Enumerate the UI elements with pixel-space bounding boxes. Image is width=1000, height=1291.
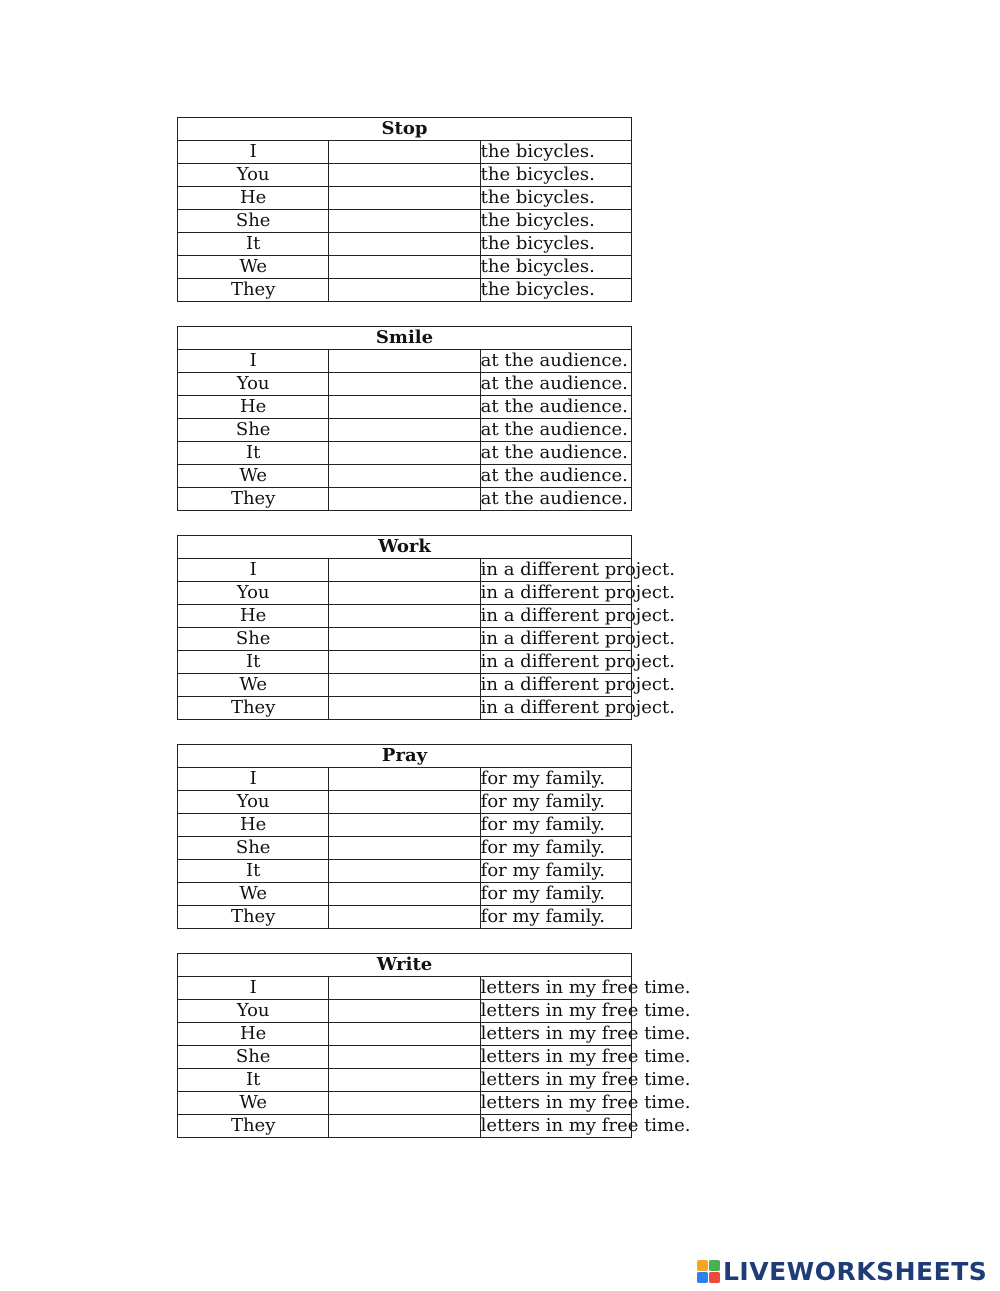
complement-cell: at the audience. xyxy=(480,465,631,488)
verb-title: Pray xyxy=(178,745,632,768)
answer-cell xyxy=(329,233,480,256)
pronoun-cell: It xyxy=(178,442,329,465)
answer-input[interactable] xyxy=(329,187,479,209)
pronoun-cell: I xyxy=(178,350,329,373)
answer-input[interactable] xyxy=(329,559,479,581)
answer-input[interactable] xyxy=(329,1069,479,1091)
pronoun-cell: You xyxy=(178,164,329,187)
complement-cell: in a different project. xyxy=(480,559,675,580)
answer-cell xyxy=(329,559,480,582)
complement-cell: for my family. xyxy=(480,837,631,860)
table-row xyxy=(178,906,632,929)
verb-title: Work xyxy=(178,536,632,559)
table-row xyxy=(178,977,632,1000)
complement-cell: letters in my free time. xyxy=(480,1115,691,1136)
table-row xyxy=(178,164,632,187)
answer-input[interactable] xyxy=(329,1000,479,1022)
table-row xyxy=(178,141,632,164)
worksheet xyxy=(177,117,691,1162)
complement-cell: letters in my free time. xyxy=(480,1023,691,1044)
table-row xyxy=(178,1069,632,1092)
answer-cell xyxy=(329,674,480,697)
complement-cell: for my family. xyxy=(480,883,631,906)
answer-input[interactable] xyxy=(329,488,479,510)
answer-input[interactable] xyxy=(329,651,479,673)
pronoun-cell: He xyxy=(178,1023,329,1046)
answer-cell xyxy=(329,187,480,210)
complement-cell: at the audience. xyxy=(480,419,631,442)
answer-input[interactable] xyxy=(329,837,479,859)
complement-cell: in a different project. xyxy=(480,628,675,649)
verb-title-row xyxy=(178,118,632,141)
complement-cell: at the audience. xyxy=(480,373,631,396)
answer-input[interactable] xyxy=(329,883,479,905)
table-row xyxy=(178,1000,632,1023)
answer-input[interactable] xyxy=(329,697,479,719)
logo-text: LIVEWORKSHEETS xyxy=(723,1256,988,1286)
table-row xyxy=(178,442,632,465)
complement-cell: in a different project. xyxy=(480,605,675,626)
answer-cell xyxy=(329,697,480,720)
complement-cell: at the audience. xyxy=(480,442,631,465)
pronoun-cell: They xyxy=(178,906,329,929)
verb-title-row xyxy=(178,745,632,768)
verb-title-row xyxy=(178,954,632,977)
answer-cell xyxy=(329,419,480,442)
table-row xyxy=(178,233,632,256)
answer-cell xyxy=(329,442,480,465)
complement-cell: in a different project. xyxy=(480,651,675,672)
pronoun-cell: I xyxy=(178,768,329,791)
table-row xyxy=(178,373,632,396)
table-row xyxy=(178,697,632,720)
answer-input[interactable] xyxy=(329,164,479,186)
pronoun-cell: They xyxy=(178,279,329,302)
complement-cell: at the audience. xyxy=(480,488,631,511)
complement-cell: the bicycles. xyxy=(480,256,631,279)
complement-cell: letters in my free time. xyxy=(480,1000,691,1021)
complement-cell: the bicycles. xyxy=(480,164,631,187)
verb-title-row xyxy=(178,536,632,559)
complement-cell: the bicycles. xyxy=(480,210,631,233)
verb-table-write xyxy=(177,953,691,1138)
table-row xyxy=(178,559,632,582)
table-row xyxy=(178,1092,632,1115)
answer-cell xyxy=(329,396,480,419)
table-row xyxy=(178,837,632,860)
answer-input[interactable] xyxy=(329,465,479,487)
answer-cell xyxy=(329,465,480,488)
table-row xyxy=(178,651,632,674)
complement-cell: in a different project. xyxy=(480,582,675,603)
answer-input[interactable] xyxy=(329,256,479,278)
answer-input[interactable] xyxy=(329,210,479,232)
pronoun-cell: He xyxy=(178,396,329,419)
answer-cell xyxy=(329,210,480,233)
verb-title: Smile xyxy=(178,327,632,350)
answer-cell xyxy=(329,628,480,651)
answer-input[interactable] xyxy=(329,1046,479,1068)
logo-block xyxy=(697,1272,708,1283)
answer-cell xyxy=(329,906,480,929)
table-row xyxy=(178,465,632,488)
answer-cell xyxy=(329,373,480,396)
answer-cell xyxy=(329,883,480,906)
answer-input[interactable] xyxy=(329,1115,479,1137)
answer-cell xyxy=(329,768,480,791)
table-row xyxy=(178,628,632,651)
answer-input[interactable] xyxy=(329,419,479,441)
verb-table-smile xyxy=(177,326,632,511)
answer-cell xyxy=(329,1069,480,1092)
complement-cell: for my family. xyxy=(480,860,631,883)
pronoun-cell: We xyxy=(178,465,329,488)
table-row xyxy=(178,488,632,511)
answer-input[interactable] xyxy=(329,373,479,395)
answer-cell xyxy=(329,605,480,628)
answer-input[interactable] xyxy=(329,860,479,882)
table-row xyxy=(178,350,632,373)
answer-cell xyxy=(329,488,480,511)
complement-cell: at the audience. xyxy=(480,396,631,419)
table-row xyxy=(178,791,632,814)
pronoun-cell: They xyxy=(178,1115,329,1138)
answer-input[interactable] xyxy=(329,350,479,372)
pronoun-cell: She xyxy=(178,837,329,860)
answer-cell xyxy=(329,141,480,164)
pronoun-cell: I xyxy=(178,141,329,164)
answer-input[interactable] xyxy=(329,582,479,604)
answer-cell xyxy=(329,1115,480,1138)
pronoun-cell: She xyxy=(178,1046,329,1069)
table-row xyxy=(178,582,632,605)
answer-input[interactable] xyxy=(329,279,479,301)
answer-input[interactable] xyxy=(329,791,479,813)
answer-input[interactable] xyxy=(329,141,479,163)
table-row xyxy=(178,419,632,442)
table-row xyxy=(178,396,632,419)
pronoun-cell: They xyxy=(178,488,329,511)
answer-cell xyxy=(329,860,480,883)
complement-cell: at the audience. xyxy=(480,350,631,373)
complement-cell: the bicycles. xyxy=(480,233,631,256)
table-row xyxy=(178,860,632,883)
answer-input[interactable] xyxy=(329,442,479,464)
pronoun-cell: She xyxy=(178,419,329,442)
answer-cell xyxy=(329,1046,480,1069)
answer-cell xyxy=(329,1023,480,1046)
answer-input[interactable] xyxy=(329,977,479,999)
answer-input[interactable] xyxy=(329,768,479,790)
complement-cell: letters in my free time. xyxy=(480,1092,691,1113)
complement-cell: letters in my free time. xyxy=(480,1069,691,1090)
table-row xyxy=(178,674,632,697)
complement-cell: the bicycles. xyxy=(480,187,631,210)
answer-cell xyxy=(329,1092,480,1115)
pronoun-cell: He xyxy=(178,187,329,210)
pronoun-cell: You xyxy=(178,1000,329,1023)
pronoun-cell: She xyxy=(178,210,329,233)
table-row xyxy=(178,1046,632,1069)
pronoun-cell: I xyxy=(178,977,329,1000)
verb-table-work xyxy=(177,535,675,720)
complement-cell: letters in my free time. xyxy=(480,977,691,998)
pronoun-cell: We xyxy=(178,674,329,697)
answer-cell xyxy=(329,1000,480,1023)
answer-cell xyxy=(329,977,480,1000)
verb-title: Stop xyxy=(178,118,632,141)
complement-cell: for my family. xyxy=(480,768,631,791)
complement-cell: for my family. xyxy=(480,814,631,837)
answer-cell xyxy=(329,164,480,187)
answer-input[interactable] xyxy=(329,396,479,418)
complement-cell: the bicycles. xyxy=(480,141,631,164)
complement-cell: for my family. xyxy=(480,791,631,814)
answer-input[interactable] xyxy=(329,233,479,255)
verb-title: Write xyxy=(178,954,632,977)
table-row xyxy=(178,1115,632,1138)
table-row xyxy=(178,605,632,628)
logo-block xyxy=(709,1260,720,1271)
table-row xyxy=(178,768,632,791)
answer-cell xyxy=(329,837,480,860)
answer-cell xyxy=(329,651,480,674)
pronoun-cell: They xyxy=(178,697,329,720)
pronoun-cell: You xyxy=(178,373,329,396)
answer-input[interactable] xyxy=(329,605,479,627)
logo-block xyxy=(709,1272,720,1283)
table-row xyxy=(178,187,632,210)
complement-cell: letters in my free time. xyxy=(480,1046,691,1067)
answer-input[interactable] xyxy=(329,1092,479,1114)
table-row xyxy=(178,883,632,906)
verb-title-row xyxy=(178,327,632,350)
verb-table-stop xyxy=(177,117,632,302)
answer-cell xyxy=(329,814,480,837)
pronoun-cell: We xyxy=(178,883,329,906)
answer-cell xyxy=(329,582,480,605)
pronoun-cell: It xyxy=(178,651,329,674)
complement-cell: in a different project. xyxy=(480,674,675,695)
table-row xyxy=(178,279,632,302)
pronoun-cell: I xyxy=(178,559,329,582)
verb-table-pray xyxy=(177,744,632,929)
answer-input[interactable] xyxy=(329,628,479,650)
pronoun-cell: It xyxy=(178,1069,329,1092)
table-row xyxy=(178,210,632,233)
complement-cell: in a different project. xyxy=(480,697,675,718)
table-row xyxy=(178,1023,632,1046)
logo-blocks-icon xyxy=(697,1260,720,1283)
pronoun-cell: It xyxy=(178,233,329,256)
answer-input[interactable] xyxy=(329,674,479,696)
pronoun-cell: He xyxy=(178,814,329,837)
answer-cell xyxy=(329,256,480,279)
answer-cell xyxy=(329,350,480,373)
pronoun-cell: He xyxy=(178,605,329,628)
pronoun-cell: We xyxy=(178,1092,329,1115)
answer-cell xyxy=(329,279,480,302)
complement-cell: for my family. xyxy=(480,906,631,929)
complement-cell: the bicycles. xyxy=(480,279,631,302)
table-row xyxy=(178,256,632,279)
pronoun-cell: It xyxy=(178,860,329,883)
pronoun-cell: We xyxy=(178,256,329,279)
pronoun-cell: You xyxy=(178,582,329,605)
answer-input[interactable] xyxy=(329,906,479,928)
liveworksheets-logo xyxy=(697,1254,987,1288)
table-row xyxy=(178,814,632,837)
answer-input[interactable] xyxy=(329,814,479,836)
pronoun-cell: She xyxy=(178,628,329,651)
pronoun-cell: You xyxy=(178,791,329,814)
answer-input[interactable] xyxy=(329,1023,479,1045)
answer-cell xyxy=(329,791,480,814)
logo-block xyxy=(697,1260,708,1271)
